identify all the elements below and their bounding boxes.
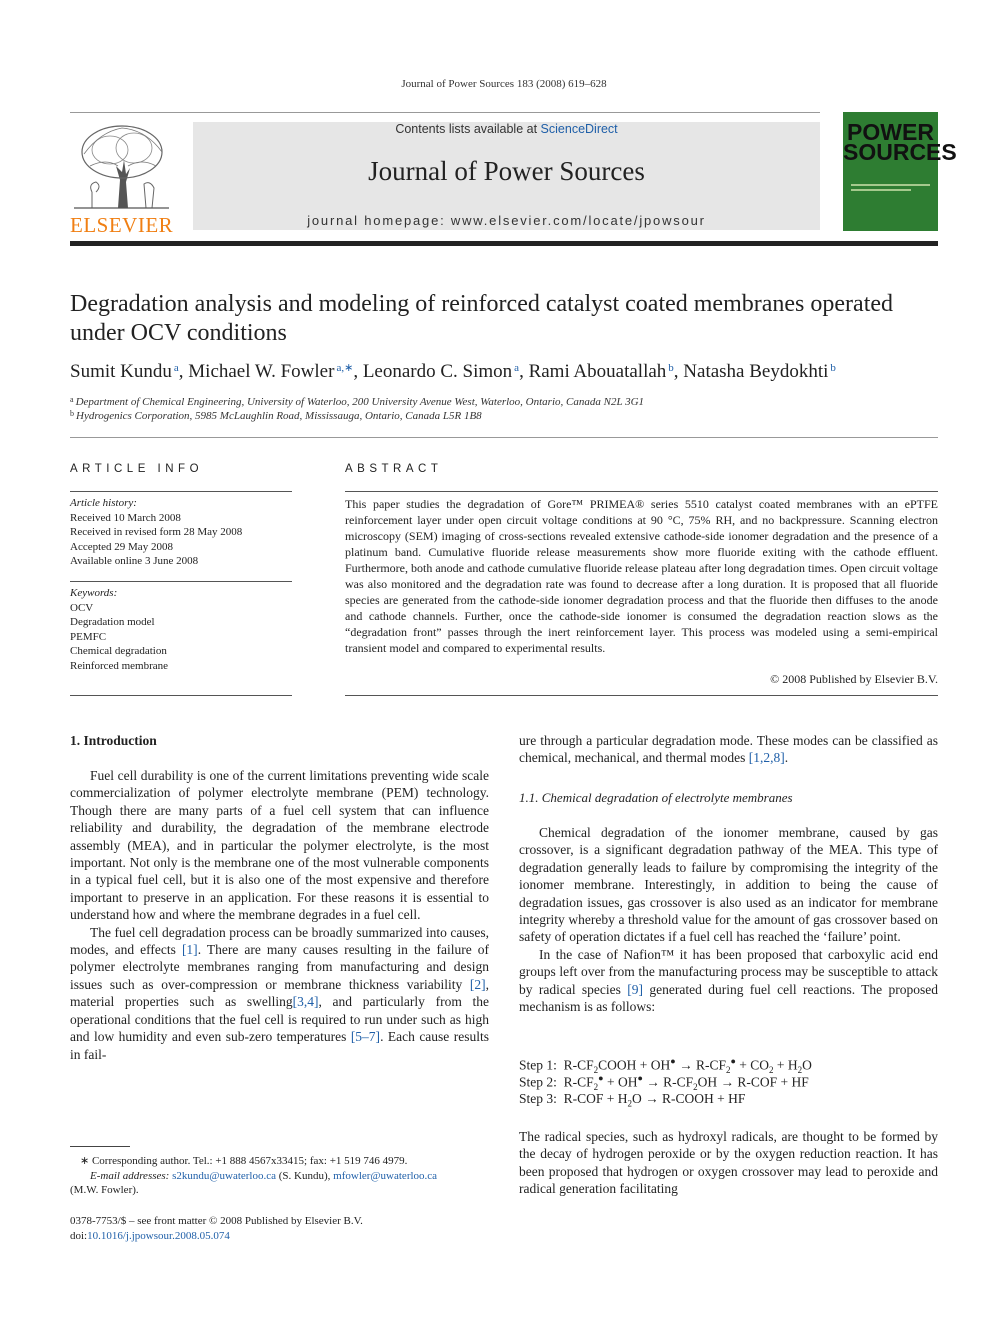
contents-line (193, 122, 820, 136)
keyword: Degradation model (70, 616, 155, 628)
paragraph: Fuel cell durability is one of the current limitations preventing wide scale commercialization of polymer electrolyte membrane (PEM) technology. Though there are many parts of a fuel cell system that can influence reliability and durability, the degradation of the membrane electrode assembly (MEA), and in particular the polymer electrolyte, is the most important. Not only is the membrane one of the most vulnerable components in a typical fuel cell, but it is also one of the most expensive and therefore important to preserve in an application. For these reasons it is essential to understand how and where the membrane degrades in a fuel cell. (70, 768, 489, 923)
author-name: Natasha Beydokhti (683, 361, 829, 382)
paragraph: ure through a particular degradation mode. These modes can be classified as chemical, mechanical, and thermal modes [1,2,8]. (519, 733, 938, 766)
body-left-column (70, 767, 489, 1063)
contents-prefix: Contents lists available at (395, 122, 538, 136)
header-rule (70, 112, 820, 113)
author-affil-marker[interactable]: a,∗ (336, 362, 354, 374)
journal-cover-image (843, 112, 957, 231)
email-line: E-mail addresses: s2kundu@uwaterloo.ca (S. Kundu), mfowler@uwaterloo.ca (90, 1169, 438, 1182)
section-divider (70, 437, 938, 438)
citation-link[interactable]: [9] (627, 981, 644, 997)
journal-citation: Journal of Power Sources 183 (2008) 619–628 (401, 78, 607, 90)
doi-line: doi:10.1016/j.jpowsour.2008.05.074 (70, 1229, 230, 1242)
reaction-step-2: Step 2: $R-CF_2^● + OH^● \to R-CF_2OH \to R-COF$ + HF (519, 1073, 809, 1093)
affiliation-b (70, 409, 938, 422)
citation-link[interactable]: [2] (469, 976, 486, 992)
info-rule (70, 491, 292, 492)
author-name: Leonardo C. Simon (362, 361, 513, 382)
issn-line: 0378-7753/$ – see front matter © 2008 Published by Elsevier B.V. (70, 1215, 363, 1227)
affil-text: Department of Chemical Engineering, University of Waterloo, 200 University Avenue West, Waterloo, Ontario, Canada N2L 3G1 (75, 396, 645, 408)
front-matter (70, 1214, 489, 1243)
history-label: Article history: (70, 497, 137, 509)
email-link[interactable]: s2kundu@uwaterloo.ca (172, 1169, 277, 1182)
journal-title: Journal of Power Sources (368, 156, 645, 186)
reaction-step-3: Step 3: $R-COF + H_2O$ → R-COOH + HF (519, 1091, 746, 1109)
affiliation-a (70, 395, 938, 408)
author-name: Rami Abouatallah (528, 361, 667, 382)
author-name: Michael W. Fowler (188, 361, 335, 382)
body-right-column (519, 732, 938, 767)
abstract-rule (345, 491, 938, 492)
citation-link[interactable]: [1,2,8] (748, 750, 785, 766)
journal-homepage[interactable]: journal homepage: www.elsevier.com/locate/jpowsour (307, 213, 706, 228)
paragraph: The fuel cell degradation process can be broadly summarized into causes, modes, and effects [1]. There are many causes resulting in the failure of polymer electrolyte membranes ranging from manufacturing and design issues such as over-compression or membrane thickness variability [2], material properties such as swelling[3,4], and particularly from the operational conditions that the fuel cell is required to run under such as high and low humidity and even sub-zero temperatures [5–7]. Each cause results in fail- (70, 924, 490, 1062)
affil-marker: b (70, 409, 74, 418)
cover-title: POWER SOURCES (843, 119, 957, 165)
article-info-heading: ARTICLE INFO (70, 463, 204, 475)
author-affil-marker[interactable]: b (830, 362, 836, 374)
cover-decoration (851, 184, 930, 186)
subsection-heading: 1.1. Chemical degradation of electrolyte membranes (519, 790, 793, 805)
author-affil-marker[interactable]: a (514, 362, 520, 374)
info-rule (70, 695, 292, 696)
author-name: Sumit Kundu (70, 361, 172, 382)
keywords-label: Keywords: (70, 587, 118, 599)
keyword: PEMFC (70, 630, 107, 643)
paragraph: The radical species, such as hydroxyl radicals, are thought to be formed by the decay of hydrogen peroxide or by the oxygen reduction reaction. It has been proposed that hydrogen or oxygen crossover may lead to peroxide and radical generation facilitating (519, 1129, 938, 1197)
cover-decoration (851, 189, 911, 191)
affil-text: Hydrogenics Corporation, 5985 McLaughlin Road, Mississauga, Ontario, Canada L5R 1B8 (76, 410, 482, 422)
corresponding-author-footnote (70, 1154, 489, 1198)
abstract-copyright: © 2008 Published by Elsevier B.V. (770, 672, 938, 686)
body-right-column (519, 824, 938, 1015)
paragraph: Chemical degradation of the ionomer membrane, caused by gas crossover, is a significant degradation pathway of the MEA. This type of degradation generally leads to failure by compromising the integrity of the ionomer membrane. Interestingly, in addition to being the cause of degradation issues, gas crossover is also used as an indicator for membrane integrity whereby a threshold value for the amount of gas crossover based on safety of operation dictates if a fuel cell has reached the ‘failure’ point. (519, 825, 938, 945)
footnote-rule (70, 1146, 130, 1147)
citation-link[interactable]: [5–7] (350, 1029, 381, 1045)
email-owner: (M.W. Fowler). (70, 1184, 139, 1197)
article-title: Degradation analysis and modeling of reinforced catalyst coated membranes operated under OCV conditions (70, 291, 894, 346)
history-accepted: Accepted 29 May 2008 (70, 540, 173, 553)
sciencedirect-link[interactable]: ScienceDirect (540, 122, 618, 136)
author-list: Sumit Kundu $^a$, Michael W. Fowler $^{a,∗}$, Leonardo C. Simon $^a$, Rami Abouatallah $^b$, Natasha Beydokhti $^b$ (70, 361, 836, 382)
reaction-step-1: Step 1: $R-CF_2COOH + OH^● \to R-CF_2^● + CO_2 + H_2O$ (519, 1056, 812, 1076)
header-thick-rule (70, 241, 938, 246)
author-affil-marker[interactable]: a (173, 362, 179, 374)
info-rule (70, 581, 292, 582)
history-revised: Received in revised form 28 May 2008 (70, 526, 243, 538)
article-history (70, 496, 292, 569)
history-received: Received 10 March 2008 (70, 511, 181, 524)
history-online: Available online 3 June 2008 (70, 555, 199, 567)
doi-link[interactable]: 10.1016/j.jpowsour.2008.05.074 (87, 1229, 230, 1242)
corresponding-line: ∗ Corresponding author. Tel.: +1 888 4567x33415; fax: +1 519 746 4979. (80, 1155, 408, 1167)
affil-marker: a (70, 395, 74, 404)
keywords (70, 586, 292, 673)
paragraph: In the case of Nafion™ it has been proposed that carboxylic acid end groups left over from the manufacturing process may be susceptible to attack by radical species [9] generated during fuel cell reactions. The proposed mechanism is as follows: (519, 946, 939, 1015)
keyword: OCV (70, 601, 94, 614)
journal-masthead (193, 122, 820, 230)
email-link[interactable]: mfowler@uwaterloo.ca (333, 1169, 438, 1182)
abstract-heading: ABSTRACT (345, 463, 443, 475)
elsevier-wordmark: ELSEVIER (70, 213, 174, 237)
section-heading-introduction: 1. Introduction (70, 733, 157, 748)
abstract-text: This paper studies the degradation of Gore™ PRIMEA® series 5510 catalyst coated membranes with an ePTFE reinforcement layer under open circuit voltage conditions at 90 °C, 75% RH, and no backpressure. Scanning electron microscopy (SEM) imaging of cross-sections revealed extensive cathode-side ionomer degradation and the presence of a platinum band. Cumulative fluoride release measurements show more fluoride exiting with the cathode effluent. Furthermore, both anode and cathode cumulative fluoride release plateau after long degradation times. Open circuit voltage was also monitored and the degradation rate was found to decrease after a long duration. It is proposed that all fluoride species are generated from the cathode-side ionomer degradation process and that the fluoride then diffuses to the anode and cathode channels. Further, once the cathode-side ionomer is consumed the degradation reaction slows as the “degradation front” passes through the inert reinforcement layer. This process was modeled using a semi-empirical transient model and compared to experimental results. (345, 497, 938, 655)
body-right-column (519, 1128, 938, 1198)
abstract-rule (345, 695, 938, 696)
citation-link[interactable]: [3,4] (292, 994, 319, 1010)
author-affil-marker[interactable]: b (668, 362, 674, 374)
keyword: Reinforced membrane (70, 659, 169, 672)
citation-link[interactable]: [1] (181, 942, 198, 958)
keyword: Chemical degradation (70, 645, 167, 657)
